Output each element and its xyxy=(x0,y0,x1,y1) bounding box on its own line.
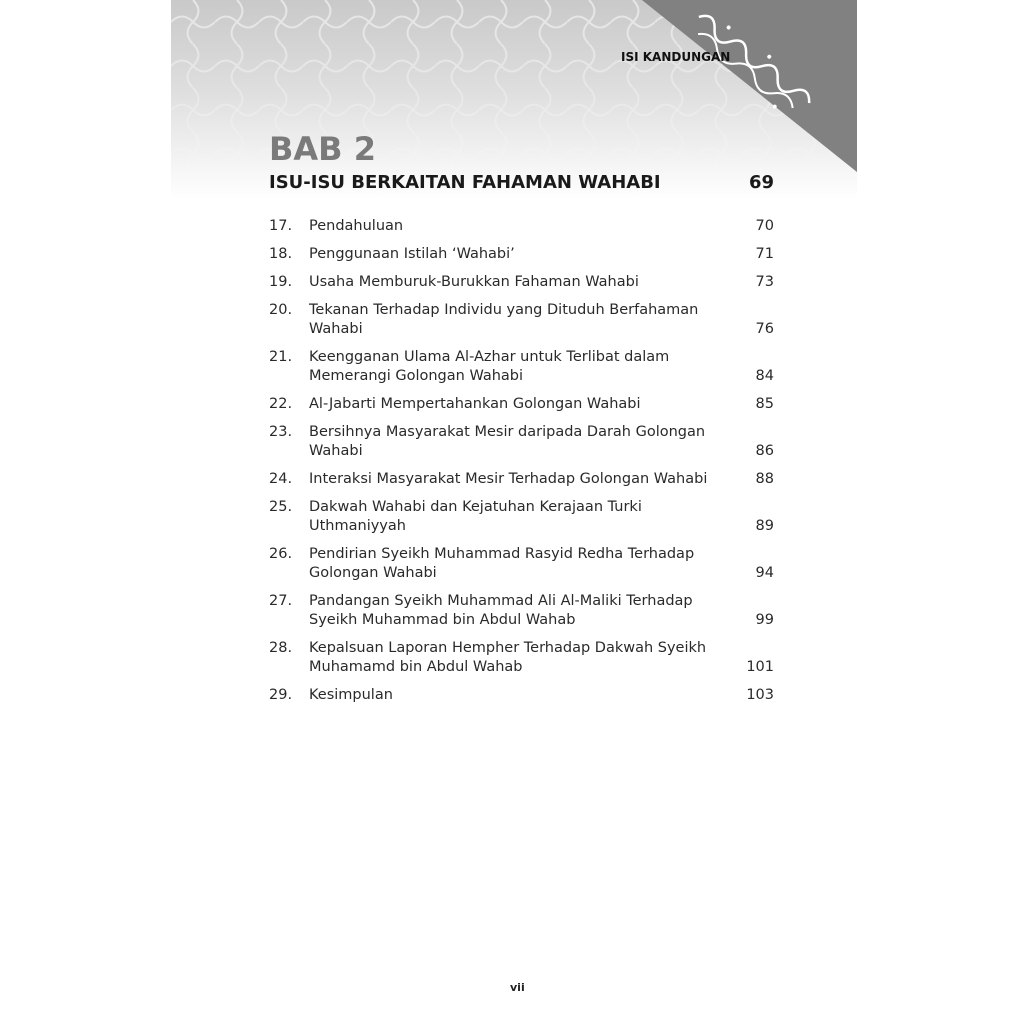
toc-entry-page: 85 xyxy=(755,396,774,412)
toc-entry-title: Dakwah Wahabi dan Kejatuhan Kerajaan Turki Uthmaniyyah xyxy=(309,499,642,534)
toc-entry[interactable] xyxy=(269,217,774,236)
toc-entry-page: 86 xyxy=(755,443,774,459)
toc-entry-title: Keengganan Ulama Al-Azhar untuk Terlibat dalam Memerangi Golongan Wahabi xyxy=(309,349,670,384)
toc-entry-number: 18. xyxy=(269,246,293,262)
page-folio: vii xyxy=(510,981,525,994)
toc-entry[interactable] xyxy=(269,592,774,630)
toc-entry[interactable] xyxy=(269,395,774,414)
toc-entry-number: 26. xyxy=(269,546,293,562)
toc-entry-number: 21. xyxy=(269,349,293,365)
toc-entry[interactable] xyxy=(269,423,774,461)
toc-entry-page: 76 xyxy=(755,321,774,337)
toc-entry-title: Pendahuluan xyxy=(309,218,404,234)
toc-entry-page: 73 xyxy=(755,274,774,290)
toc-entry[interactable] xyxy=(269,545,774,583)
toc-entry[interactable] xyxy=(269,273,774,292)
toc-entry-page: 70 xyxy=(755,218,774,234)
toc-entry-page: 89 xyxy=(755,518,774,534)
toc-entry-title: Usaha Memburuk-Burukkan Fahaman Wahabi xyxy=(309,274,639,290)
toc-entry-page: 103 xyxy=(746,687,774,703)
toc-entry[interactable] xyxy=(269,498,774,536)
toc-entry-title: Penggunaan Istilah ‘Wahabi’ xyxy=(309,246,515,262)
toc-entry-title: Al-Jabarti Mempertahankan Golongan Wahabi xyxy=(309,396,641,412)
toc-entry-title: Pandangan Syeikh Muhammad Ali Al-Maliki Terhadap Syeikh Muhammad bin Abdul Wahab xyxy=(309,593,693,628)
chapter-heading xyxy=(269,172,774,193)
toc-entry-number: 24. xyxy=(269,471,293,487)
toc-entry-title: Interaksi Masyarakat Mesir Terhadap Golongan Wahabi xyxy=(309,471,708,487)
running-head: ISI KANDUNGAN xyxy=(621,50,731,64)
toc-entry-page: 99 xyxy=(755,612,774,628)
toc-entry-page: 88 xyxy=(755,471,774,487)
toc-entry-number: 22. xyxy=(269,396,293,412)
corner-calligraphy-banner xyxy=(642,0,857,172)
toc-entry[interactable] xyxy=(269,348,774,386)
toc-entry-title: Tekanan Terhadap Individu yang Dituduh Berfahaman Wahabi xyxy=(309,302,699,337)
toc-entry-title: Pendirian Syeikh Muhammad Rasyid Redha Terhadap Golongan Wahabi xyxy=(309,546,695,581)
toc-entry-number: 20. xyxy=(269,302,293,318)
toc-entry-number: 23. xyxy=(269,424,293,440)
toc-entry-number: 25. xyxy=(269,499,293,515)
toc-entry-number: 29. xyxy=(269,687,293,703)
toc-entry-number: 19. xyxy=(269,274,293,290)
toc-entry-number: 17. xyxy=(269,218,293,234)
toc-entry-number: 28. xyxy=(269,640,293,656)
toc-entry-title: Kesimpulan xyxy=(309,687,393,703)
toc-entry[interactable] xyxy=(269,686,774,705)
toc-entry[interactable] xyxy=(269,639,774,677)
toc-entry-page: 71 xyxy=(755,246,774,262)
table-of-contents xyxy=(269,217,774,714)
toc-entry-number: 27. xyxy=(269,593,293,609)
chapter-page-number: 69 xyxy=(748,172,774,193)
toc-entry-page: 101 xyxy=(746,659,774,675)
chapter-title: ISU-ISU BERKAITAN FAHAMAN WAHABI xyxy=(269,172,661,193)
toc-entry[interactable] xyxy=(269,470,774,489)
chapter-number: BAB 2 xyxy=(269,130,376,168)
toc-entry-title: Bersihnya Masyarakat Mesir daripada Darah Golongan Wahabi xyxy=(309,424,706,459)
toc-entry[interactable] xyxy=(269,301,774,339)
toc-entry[interactable] xyxy=(269,245,774,264)
toc-entry-title: Kepalsuan Laporan Hempher Terhadap Dakwah Syeikh Muhamamd bin Abdul Wahab xyxy=(309,640,707,675)
toc-entry-page: 84 xyxy=(755,368,774,384)
toc-entry-page: 94 xyxy=(755,565,774,581)
book-page xyxy=(171,0,857,1024)
